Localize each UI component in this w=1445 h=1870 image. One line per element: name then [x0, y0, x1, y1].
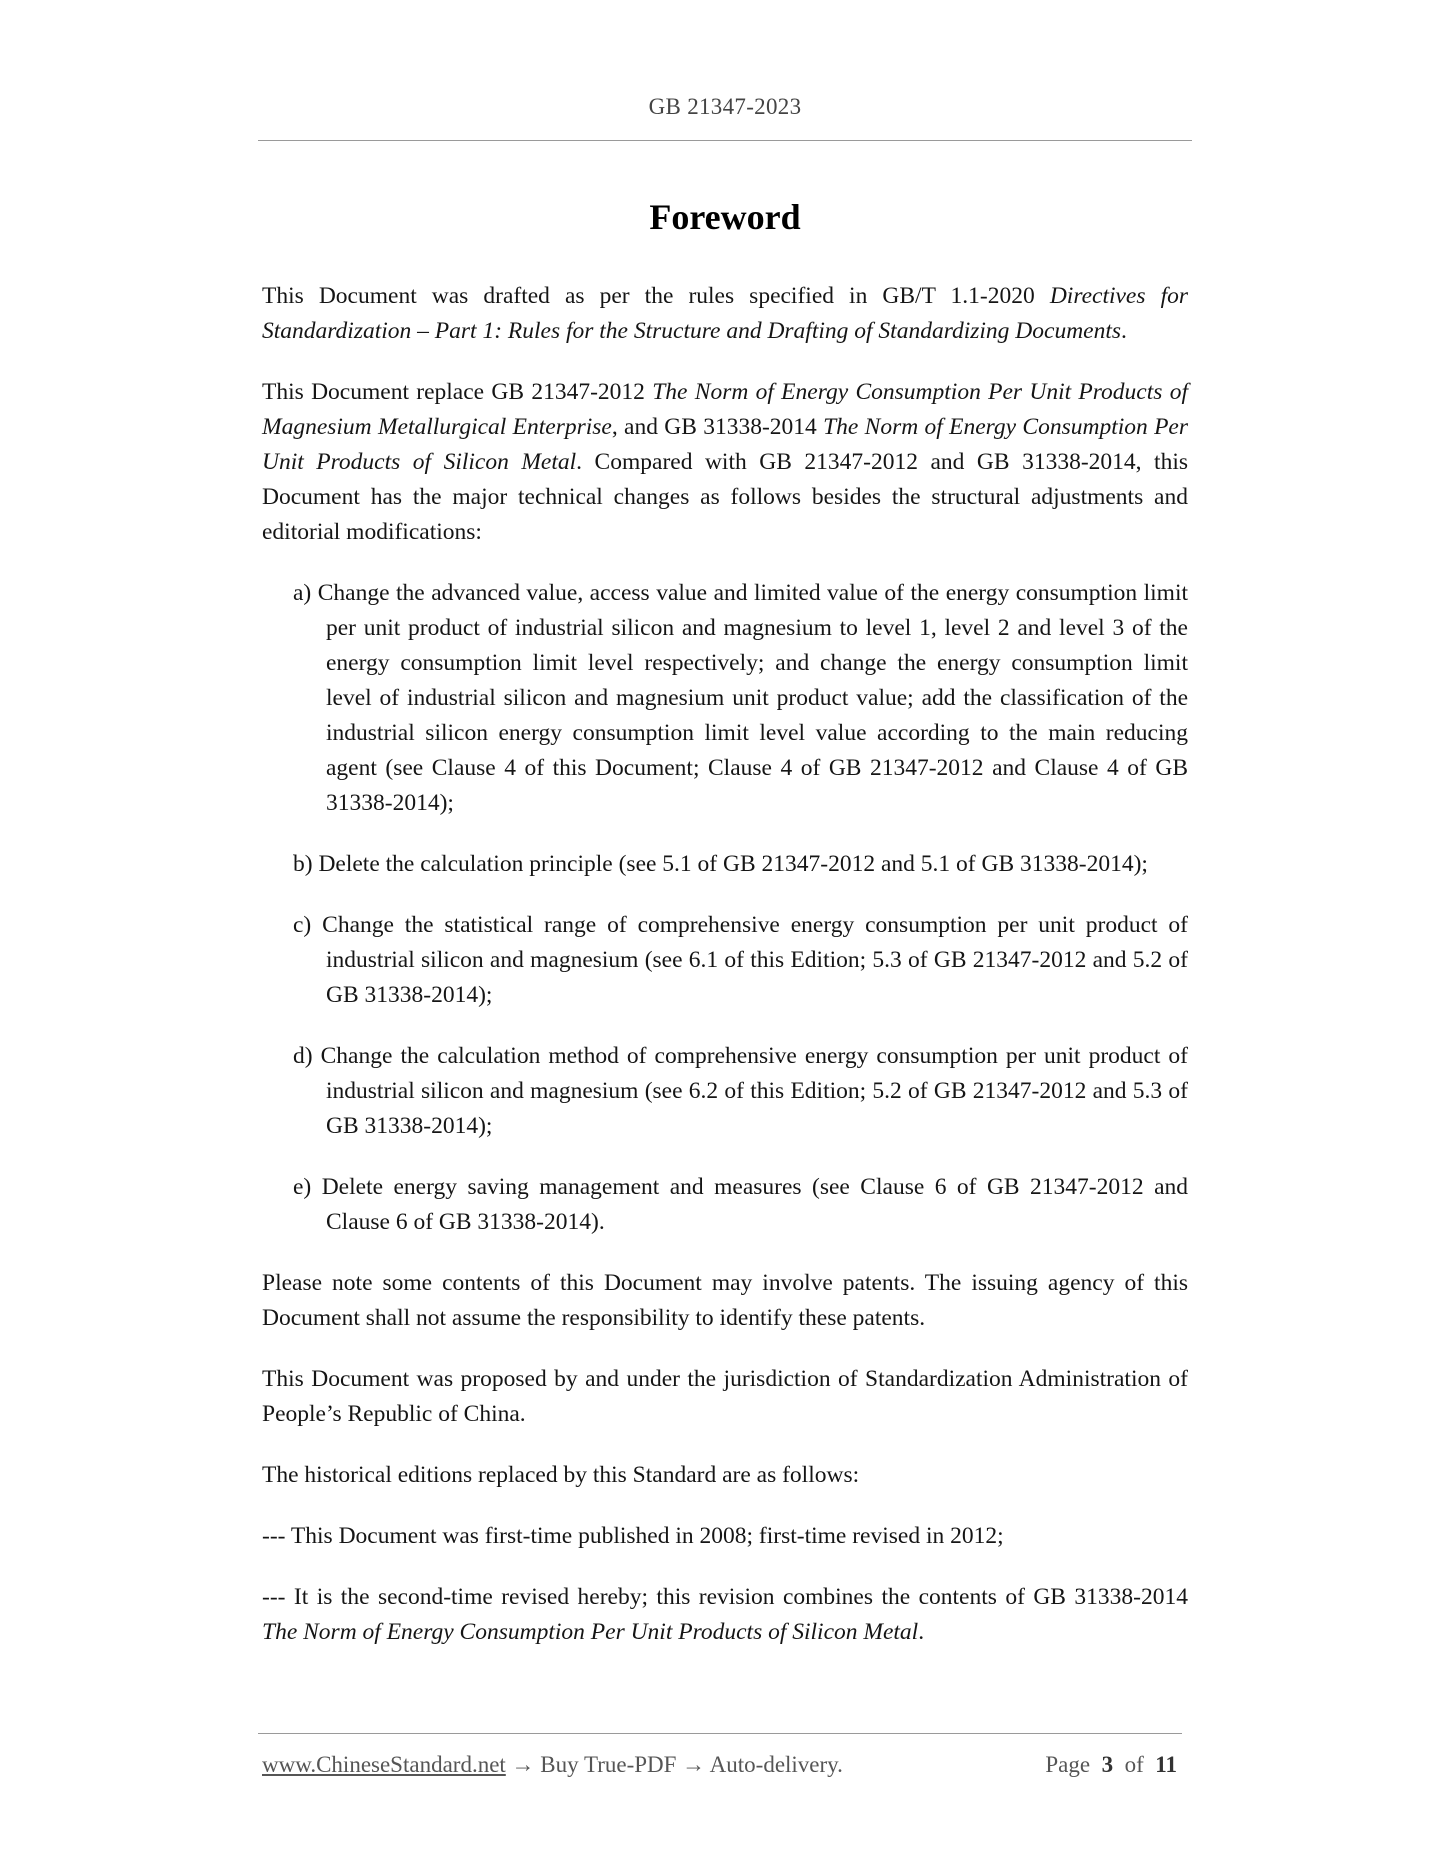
change-item-e: e) Delete energy saving management and measures (see Clause 6 of GB 21347-2012 and Clause 6 of GB 31338-2014).	[293, 1174, 1188, 1235]
history-item-1: --- This Document was first-time published in 2008; first-time revised in 2012;	[262, 1523, 1004, 1549]
footer-promo	[262, 1752, 843, 1778]
patents-paragraph: Please note some contents of this Document may involve patents. The issuing agency of this Document shall not assume the responsibility to identify these patents.	[262, 1270, 1188, 1331]
running-header: GB 21347-2023	[648, 94, 802, 119]
history-intro: The historical editions replaced by this Standard are as follows:	[262, 1462, 860, 1488]
foreword-body	[262, 279, 1188, 1676]
change-item-c: c) Change the statistical range of comprehensive energy consumption per unit product of industrial silicon and magnesium (see 6.1 of this Edition; 5.3 of GB 21347-2012 and 5.2 of GB 31338-2014);	[293, 912, 1188, 1008]
website-link[interactable]: www.ChineseStandard.net	[262, 1752, 506, 1777]
change-item-a: a) Change the advanced value, access value and limited value of the energy consumption limit per unit product of industrial silicon and magnesium to level 1, level 2 and level 3 of the energy consumption limit level respectively; and change the energy consumption limit level of industrial silicon and magnesium unit product value; add the classification of the industrial silicon energy consumption limit level value according to the main reducing agent (see Clause 4 of this Document; Clause 4 of GB 21347-2012 and Clause 4 of GB 31338-2014);	[293, 580, 1188, 816]
drafting-rules-paragraph: This Document was drafted as per the rules specified in GB/T 1.1-2020 Directives for Standardization – Part 1: Rules for the Structure and Drafting of Standardizing Documents.	[262, 283, 1188, 344]
header-divider	[258, 140, 1192, 141]
change-item-d: d) Change the calculation method of comprehensive energy consumption per unit product of industrial silicon and magnesium (see 6.2 of this Edition; 5.2 of GB 21347-2012 and 5.3 of GB 31338-2014);	[293, 1043, 1188, 1139]
footer-divider	[258, 1733, 1182, 1734]
page-number: Page 3 of 11	[1045, 1752, 1177, 1777]
page-title: Foreword	[649, 197, 801, 237]
footer-promo-text: → Buy True-PDF → Auto-delivery.	[505, 1752, 843, 1777]
change-item-b: b) Delete the calculation principle (see 5.1 of GB 21347-2012 and 5.1 of GB 31338-2014);	[293, 851, 1148, 877]
history-item-2: --- It is the second-time revised hereby; this revision combines the contents of GB 31338-2014 The Norm of Energy Consumption Per Unit Products of Silicon Metal.	[262, 1584, 1188, 1645]
proposed-paragraph: This Document was proposed by and under the jurisdiction of Standardization Administration of People’s Republic of China.	[262, 1366, 1188, 1427]
replacement-paragraph: This Document replace GB 21347-2012 The Norm of Energy Consumption Per Unit Products of Magnesium Metallurgical Enterprise, and GB 31338-2014 The Norm of Energy Consumption Per Unit Products of Silicon Metal. Compared with GB 21347-2012 and GB 31338-2014, this Document has the major technical changes as follows besides the structural adjustments and editorial modifications:	[262, 379, 1188, 545]
